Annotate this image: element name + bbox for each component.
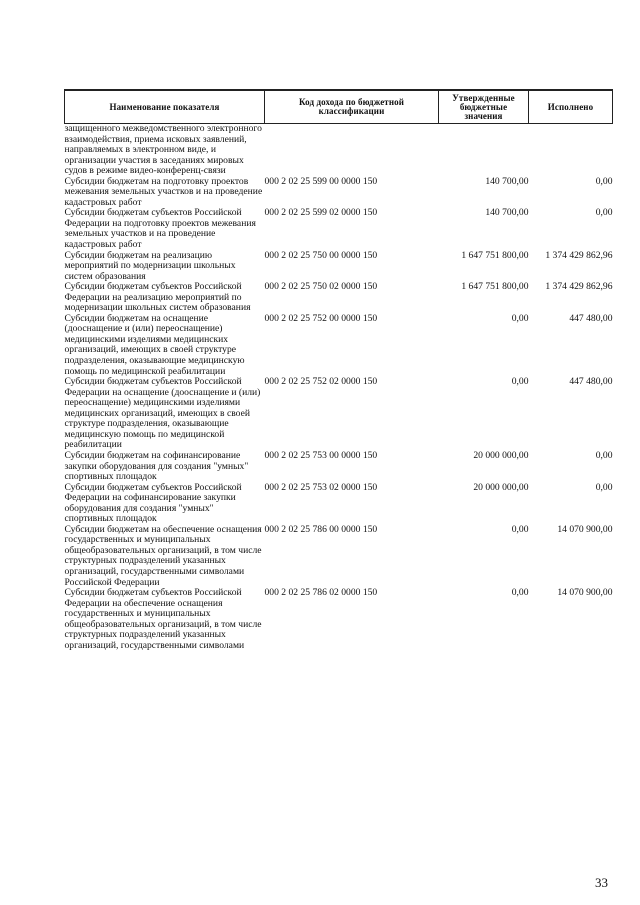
- table-row: [65, 177, 613, 209]
- cell-executed: 447 480,00: [569, 312, 613, 324]
- cell-approved: 0,00: [511, 312, 529, 324]
- table-row: [65, 451, 613, 483]
- table-row: [65, 314, 613, 377]
- cell-executed: [529, 124, 613, 177]
- cell-code: 000 2 02 25 750 00 0000 150: [264, 249, 378, 261]
- cell-approved: 0,00: [511, 523, 529, 535]
- table-header-row: [65, 90, 613, 124]
- cell-code: 000 2 02 25 750 02 0000 150: [264, 281, 378, 293]
- cell-code: 000 2 02 25 786 02 0000 150: [264, 587, 378, 599]
- cell-name: Субсидии бюджетам на реализацию мероприятий по модернизации школьных систем образования: [64, 249, 236, 282]
- cell-executed: 1 374 429 862,96: [545, 249, 613, 261]
- cell-code: [265, 124, 439, 177]
- header-indicator-name: Наименование показателя: [65, 90, 265, 124]
- page-number: 33: [595, 875, 608, 890]
- cell-name: Субсидии бюджетам субъектов Российской Федерации на реализацию мероприятий по модернизации школьных систем образования: [64, 281, 251, 314]
- cell-name: Субсидии бюджетам на подготовку проектов межевания земельных участков и на проведение кадастровых работ: [64, 175, 263, 208]
- table-row: [65, 251, 613, 283]
- cell-name: Субсидии бюджетам субъектов Российской Федерации на софинансирование закупки оборудования для создания "умных" спортивных площадок: [64, 481, 242, 525]
- cell-executed: 447 480,00: [569, 376, 613, 388]
- cell-executed: 0,00: [595, 207, 613, 219]
- cell-approved: 20 000 000,00: [473, 449, 529, 461]
- cell-approved: [439, 124, 529, 177]
- cell-executed: 1 374 429 862,96: [545, 281, 613, 293]
- table-row: [65, 525, 613, 588]
- header-executed: Исполнено: [529, 90, 613, 124]
- table-row: [65, 282, 613, 314]
- table-row: [65, 588, 613, 651]
- table-row: [65, 483, 613, 525]
- cell-code: 000 2 02 25 599 00 0000 150: [264, 175, 378, 187]
- cell-executed: 14 070 900,00: [557, 587, 613, 599]
- cell-code: 000 2 02 25 752 02 0000 150: [264, 376, 378, 388]
- header-approved-values: Утвержденные бюджетные значения: [439, 90, 529, 124]
- cell-approved: 0,00: [511, 376, 529, 388]
- budget-execution-table: [64, 89, 613, 651]
- cell-executed: 14 070 900,00: [557, 523, 613, 535]
- cell-approved: 0,00: [511, 587, 529, 599]
- cell-code: 000 2 02 25 752 00 0000 150: [264, 312, 378, 324]
- cell-executed: 0,00: [595, 481, 613, 493]
- cell-approved: 140 700,00: [485, 207, 529, 219]
- cell-code: 000 2 02 25 599 02 0000 150: [264, 207, 378, 219]
- header-income-code: Код дохода по бюджетной классификации: [265, 90, 439, 124]
- cell-code: 000 2 02 25 786 00 0000 150: [264, 523, 378, 535]
- cell-executed: 0,00: [595, 175, 613, 187]
- cell-code: 000 2 02 25 753 02 0000 150: [264, 481, 378, 493]
- table-row: [65, 124, 613, 177]
- cell-code: 000 2 02 25 753 00 0000 150: [264, 449, 378, 461]
- table-row: [65, 377, 613, 451]
- cell-approved: 140 700,00: [485, 175, 529, 187]
- cell-name: Субсидии бюджетам субъектов Российской Федерации на подготовку проектов межевания земельных участков и на проведение кадастровых работ: [64, 207, 256, 251]
- cell-executed: 0,00: [595, 449, 613, 461]
- cell-name: Субсидии бюджетам на софинансирование закупки оборудования для создания "умных" спортивных площадок: [64, 449, 249, 483]
- cell-name: Субсидии бюджетам субъектов Российской Федерации на оснащение (дооснащение и (или) переоснащение) медицинскими изделиями медицинских организаций, имеющих в своей структуре подразделения, оказывающие медицинскую помощь по медицинской реабилитации: [64, 376, 261, 451]
- cell-approved: 1 647 751 800,00: [461, 281, 529, 293]
- cell-name: Субсидии бюджетам субъектов Российской Федерации на обеспечение оснащения государственных и муниципальных общеобразовательных организаций, в том числе структурных подразделений указанных организаций, государственными символами: [64, 587, 262, 651]
- table-row: [65, 208, 613, 250]
- cell-name: Субсидии бюджетам на обеспечение оснащения государственных и муниципальных общеобразовательных организаций, в том числе структурных подразделений указанных организаций, государственными символами Российской Федерации: [64, 523, 262, 588]
- cell-name: Субсидии бюджетам на оснащение (дооснащение и (или) переоснащение) медицинскими изделиями медицинских организаций, имеющих в своей структуре подразделения, оказывающие медицинскую помощь по медицинской реабилитации: [64, 312, 245, 377]
- cell-name: защищенного межведомственного электронного взаимодействия, приема исковых заявлений, направляемых в электронном виде, и организации участия в заседаниях мировых судов в режиме видео-конференц-связи: [64, 123, 262, 177]
- cell-approved: 20 000 000,00: [473, 481, 529, 493]
- cell-approved: 1 647 751 800,00: [461, 249, 529, 261]
